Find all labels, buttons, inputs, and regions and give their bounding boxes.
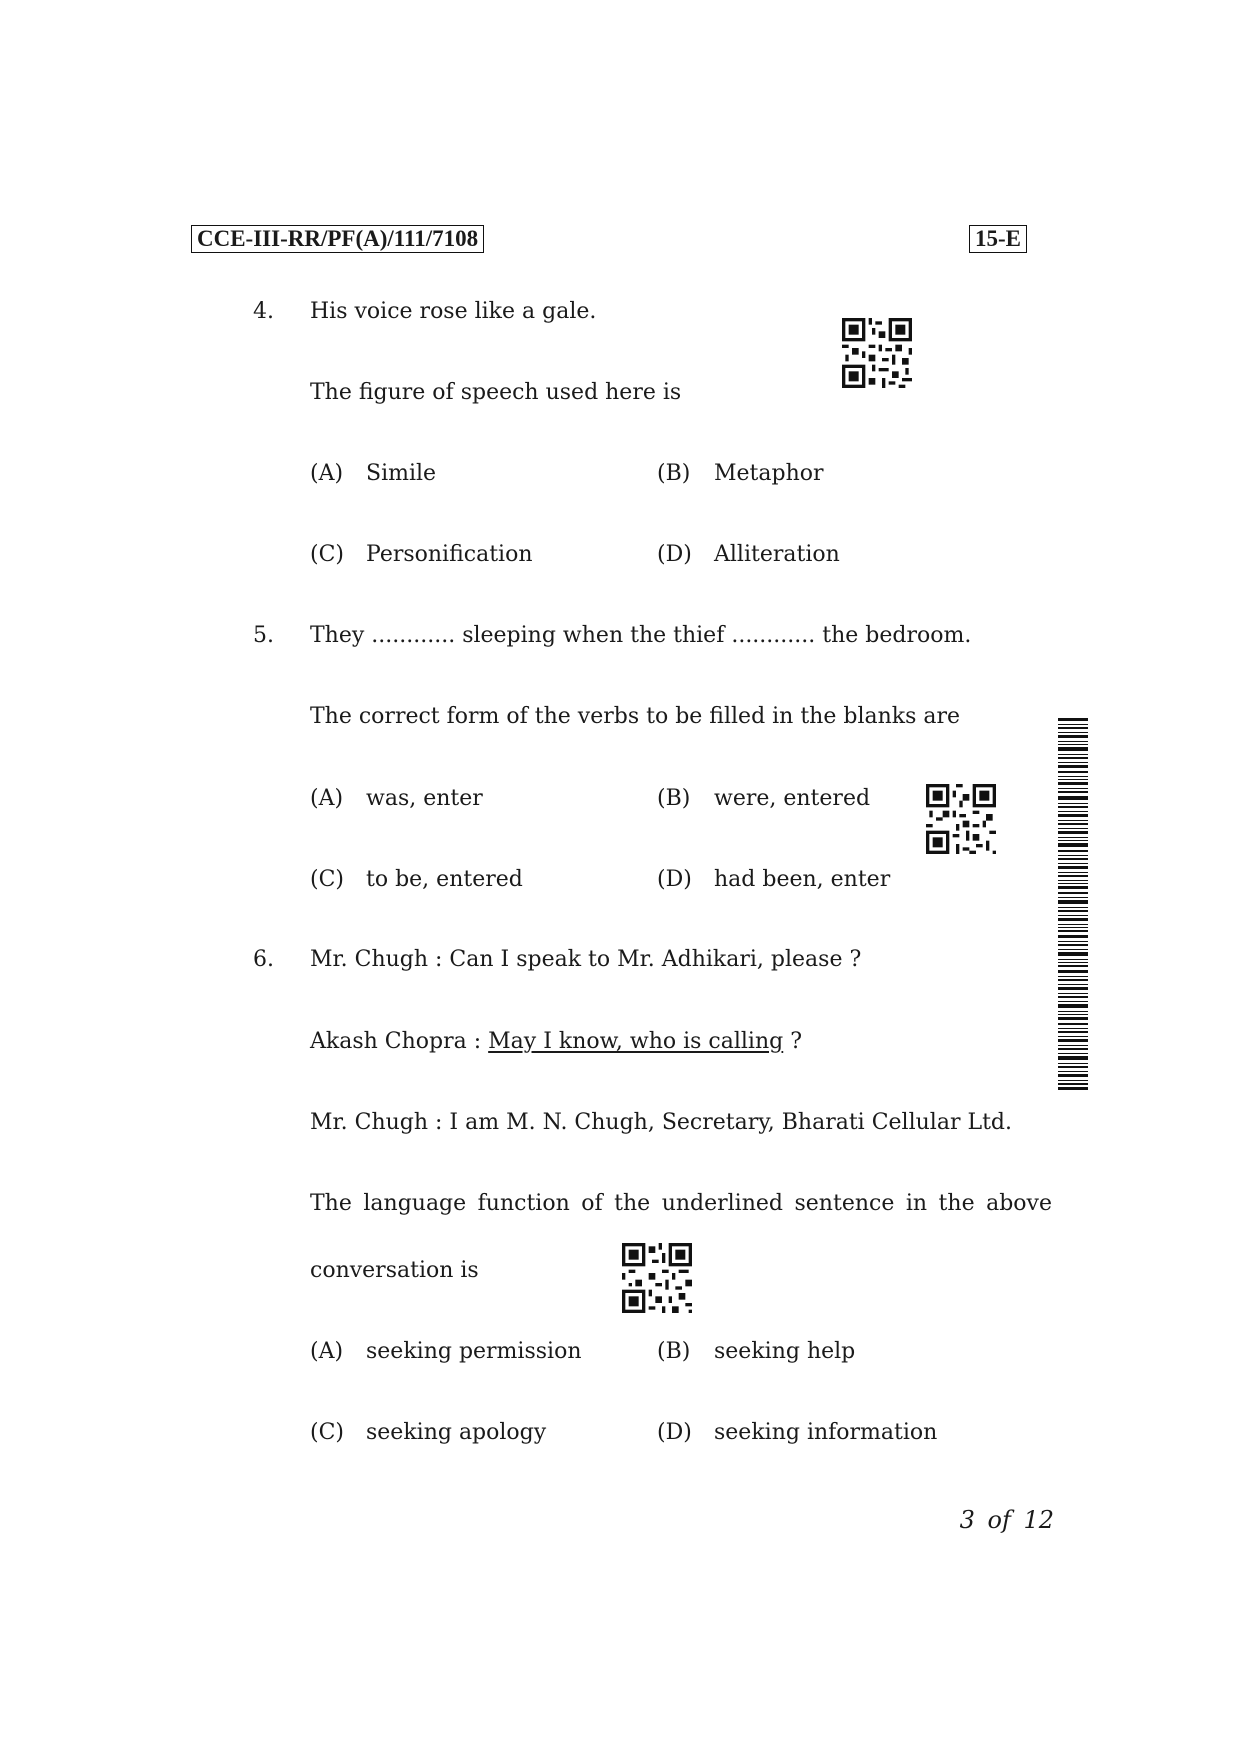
question-text: They ............ sleeping when the thief ............ the bedroom. [310, 623, 972, 648]
option-label: (A) [310, 1339, 344, 1364]
option-label: (D) [657, 867, 692, 892]
dialogue-line-1: Mr. Chugh : Can I speak to Mr. Adhikari, please ? [310, 947, 862, 972]
page-number: 3 of 12 [959, 1506, 1054, 1534]
underlined-sentence: May I know, who is calling [488, 1029, 784, 1054]
option-label: (D) [657, 1420, 692, 1445]
option-label: (A) [310, 786, 344, 811]
dialogue-speaker: Akash Chopra : [310, 1029, 489, 1054]
question-prompt: The language function of the underlined sentence in the above [310, 1191, 1052, 1216]
dialogue-end: ? [783, 1029, 803, 1054]
option-label: (C) [310, 542, 344, 567]
question-number: 6. [253, 947, 274, 972]
option-label: (B) [657, 461, 691, 486]
option-a[interactable]: was, enter [366, 786, 483, 811]
qr-code-icon [842, 318, 912, 388]
question-prompt: The figure of speech used here is [310, 380, 682, 405]
option-b[interactable]: seeking help [714, 1339, 856, 1364]
set-code: 15-E [969, 225, 1027, 253]
option-c[interactable]: seeking apology [366, 1420, 547, 1445]
question-prompt: The correct form of the verbs to be filled in the blanks are [310, 704, 961, 729]
option-d[interactable]: seeking information [714, 1420, 938, 1445]
question-text: His voice rose like a gale. [310, 299, 597, 324]
paper-code: CCE-III-RR/PF(A)/111/7108 [191, 225, 484, 253]
option-b[interactable]: were, entered [714, 786, 871, 811]
option-label: (D) [657, 542, 692, 567]
option-label: (C) [310, 867, 344, 892]
option-a[interactable]: Simile [366, 461, 437, 486]
option-label: (B) [657, 1339, 691, 1364]
question-number: 4. [253, 299, 274, 324]
dialogue-line-2 [310, 1028, 802, 1056]
option-d[interactable]: had been, enter [714, 867, 891, 892]
option-b[interactable]: Metaphor [714, 461, 824, 486]
question-prompt-end: conversation is [310, 1258, 479, 1283]
option-c[interactable]: to be, entered [366, 867, 523, 892]
option-c[interactable]: Personification [366, 542, 533, 567]
dialogue-line-3: Mr. Chugh : I am M. N. Chugh, Secretary, Bharati Cellular Ltd. [310, 1110, 1012, 1135]
option-a[interactable]: seeking permission [366, 1339, 582, 1364]
option-d[interactable]: Alliteration [714, 542, 840, 567]
qr-code-icon [926, 784, 996, 854]
barcode-icon [1058, 718, 1088, 1090]
qr-code-icon [622, 1243, 692, 1313]
option-label: (A) [310, 461, 344, 486]
question-number: 5. [253, 623, 274, 648]
option-label: (C) [310, 1420, 344, 1445]
option-label: (B) [657, 786, 691, 811]
